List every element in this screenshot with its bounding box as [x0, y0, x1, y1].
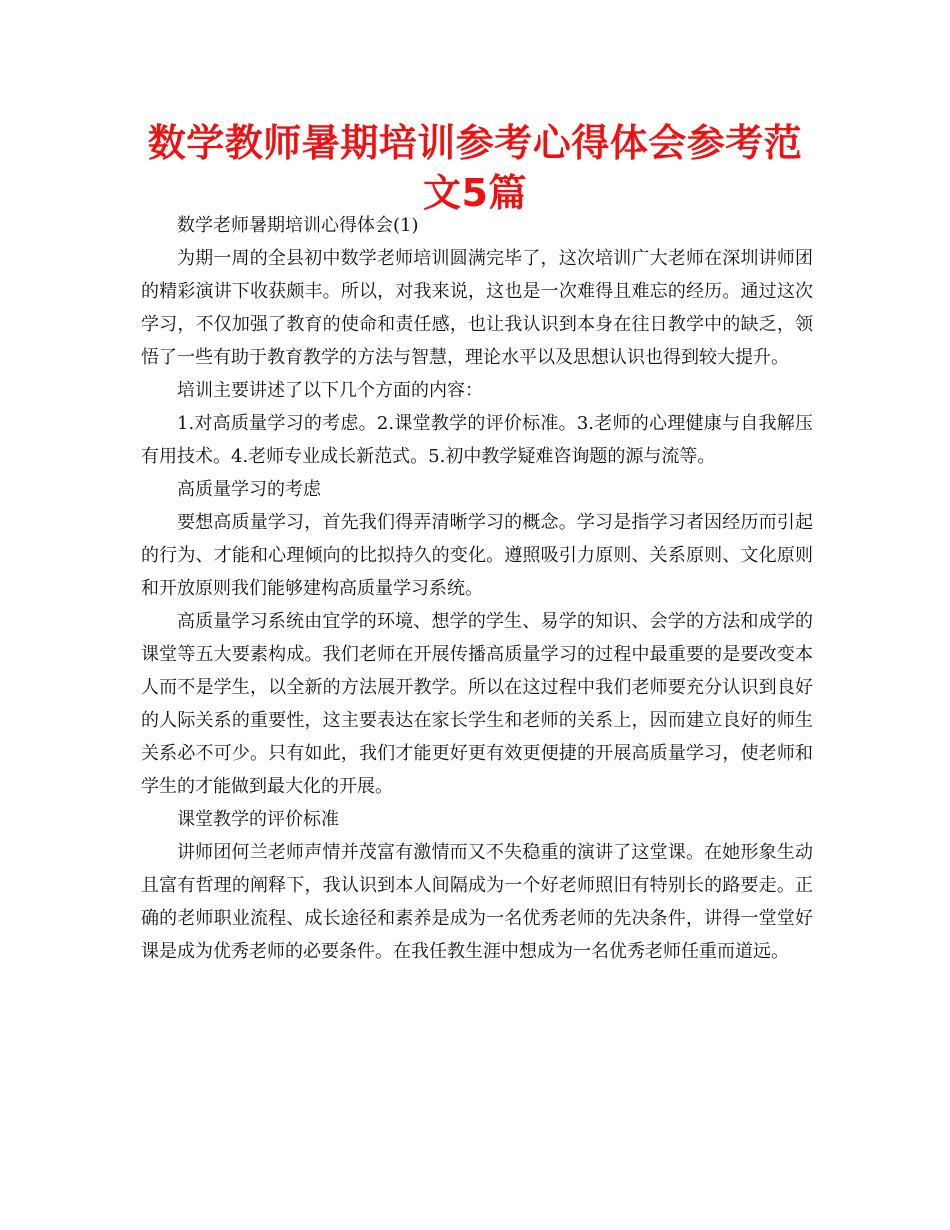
section-heading: 培训主要讲述了以下几个方面的内容：: [177, 380, 483, 401]
paragraph: 为期一周的全县初中数学老师培训圆满完毕了，这次培训广大老师在深圳讲师团的精彩演讲下收获颇丰。所以，对我来说，这也是一次难得且难忘的经历。通过这次学习，不仅加强了教育的使命和责任感，也让我认识到本身在往日教学中的缺乏，领悟了一些有助于教育教学的方法与智慧，理论水平以及思想认识也得到较大提升。: [141, 248, 813, 368]
section-heading: 数学老师暑期培训心得体会(1): [177, 215, 419, 236]
section-heading: 课堂教学的评价标准: [177, 809, 339, 830]
paragraph: 1.对高质量学习的考虑。2.课堂教学的评价标准。3.老师的心理健康与自我解压有用技术。4.老师专业成长新范式。5.初中教学疑难咨询题的源与流等。: [141, 413, 813, 467]
document-title: 数学教师暑期培训参考心得体会参考范文5篇: [147, 121, 803, 215]
section-heading: 高质量学习的考虑: [177, 479, 321, 500]
paragraph: 高质量学习系统由宜学的环境、想学的学生、易学的知识、会学的方法和成学的课堂等五大要素构成。我们老师在开展传播高质量学习的过程中最重要的是要改变本人而不是学生，以全新的方法展开教学。所以在这过程中我们老师要充分认识到良好的人际关系的重要性，这主要表达在家长学生和老师的关系上，因而建立良好的师生关系必不可少。只有如此，我们才能更好更有效更便捷的开展高质量学习，使老师和学生的才能做到最大化的开展。: [141, 611, 813, 797]
paragraph: 要想高质量学习，首先我们得弄清晰学习的概念。学习是指学习者因经历而引起的行为、才能和心理倾向的比拟持久的变化。遵照吸引力原则、关系原则、文化原则和开放原则我们能够建构高质量学习系统。: [141, 512, 813, 599]
document-body: [141, 209, 813, 968]
paragraph: 讲师团何兰老师声情并茂富有激情而又不失稳重的演讲了这堂课。在她形象生动且富有哲理的阐释下，我认识到本人间隔成为一个好老师照旧有特别长的路要走。正确的老师职业流程、成长途径和素养是成为一名优秀老师的先决条件，讲得一堂堂好课是成为优秀老师的必要条件。在我任教生涯中想成为一名优秀老师任重而道远。: [141, 842, 813, 962]
